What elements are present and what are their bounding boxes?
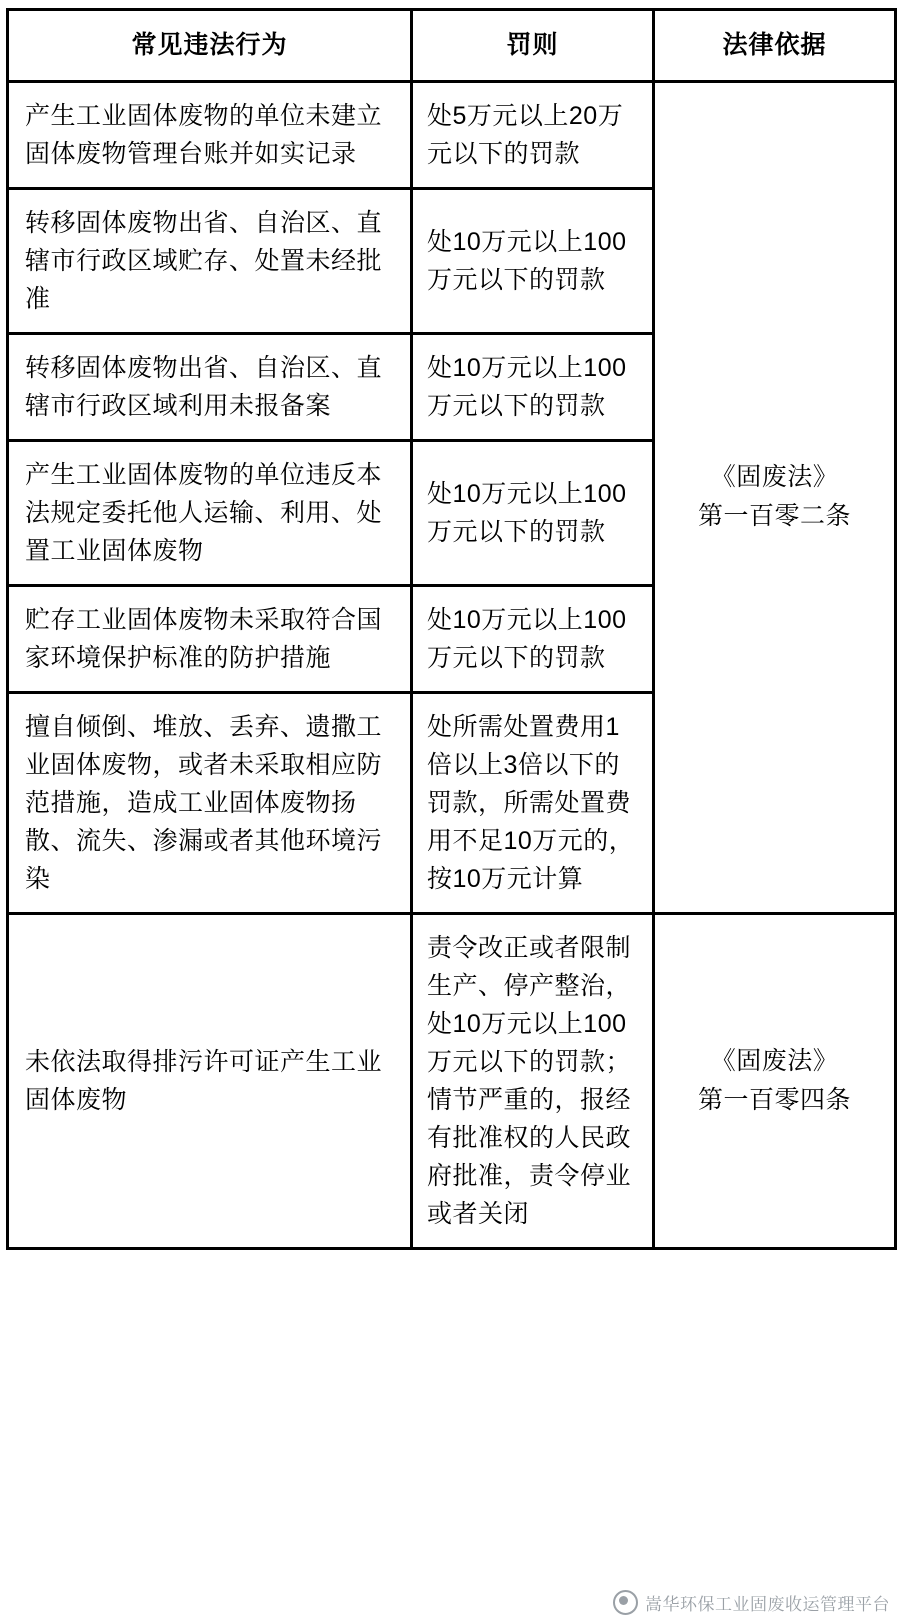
circle-logo-icon	[613, 1590, 638, 1615]
watermark-label: 嵩华环保工业固废收运管理平台	[645, 1595, 890, 1614]
cell-behavior: 转移固体废物出省、自治区、直辖市行政区域利用未报备案	[8, 333, 412, 440]
table-row	[8, 81, 896, 188]
cell-penalty: 处10万元以上100万元以下的罚款	[412, 440, 654, 585]
cell-behavior: 贮存工业固体废物未采取符合国家环境保护标准的防护措施	[8, 585, 412, 692]
cell-penalty: 处所需处置费用1倍以上3倍以下的罚款，所需处置费用不足10万元的，按10万元计算	[412, 692, 654, 913]
table-header	[8, 10, 896, 82]
legal-basis-law: 《固废法》	[710, 463, 839, 492]
cell-penalty: 处10万元以上100万元以下的罚款	[412, 585, 654, 692]
column-header-penalty: 罚则	[412, 10, 654, 82]
cell-behavior: 擅自倾倒、堆放、丢弃、遗撒工业固体废物，或者未采取相应防范措施，造成工业固体废物扬散、流失、渗漏或者其他环境污染	[8, 692, 412, 913]
column-header-legal-basis: 法律依据	[654, 10, 896, 82]
cell-penalty: 处5万元以上20万元以下的罚款	[412, 81, 654, 188]
cell-penalty: 处10万元以上100万元以下的罚款	[412, 333, 654, 440]
cell-penalty: 处10万元以上100万元以下的罚款	[412, 188, 654, 333]
cell-behavior: 未依法取得排污许可证产生工业固体废物	[8, 913, 412, 1248]
table-row	[8, 913, 896, 1248]
cell-legal-basis	[654, 81, 896, 913]
cell-behavior: 产生工业固体废物的单位违反本法规定委托他人运输、利用、处置工业固体废物	[8, 440, 412, 585]
table-body	[8, 81, 896, 1248]
cell-behavior: 产生工业固体废物的单位未建立固体废物管理台账并如实记录	[8, 81, 412, 188]
column-header-behavior: 常见违法行为	[8, 10, 412, 82]
table-header-row	[8, 10, 896, 82]
cell-legal-basis	[654, 913, 896, 1248]
legal-basis-article: 第一百零二条	[697, 502, 851, 530]
violation-penalty-table	[6, 8, 897, 1250]
legal-basis-law: 《固废法》	[710, 1046, 839, 1075]
cell-penalty: 责令改正或者限制生产、停产整治，处10万元以上100万元以下的罚款；情节严重的，报经有批准权的人民政府批准，责令停业或者关闭	[412, 913, 654, 1248]
cell-behavior: 转移固体废物出省、自治区、直辖市行政区域贮存、处置未经批准	[8, 188, 412, 333]
legal-basis-article: 第一百零四条	[697, 1085, 851, 1114]
watermark	[613, 1590, 890, 1615]
